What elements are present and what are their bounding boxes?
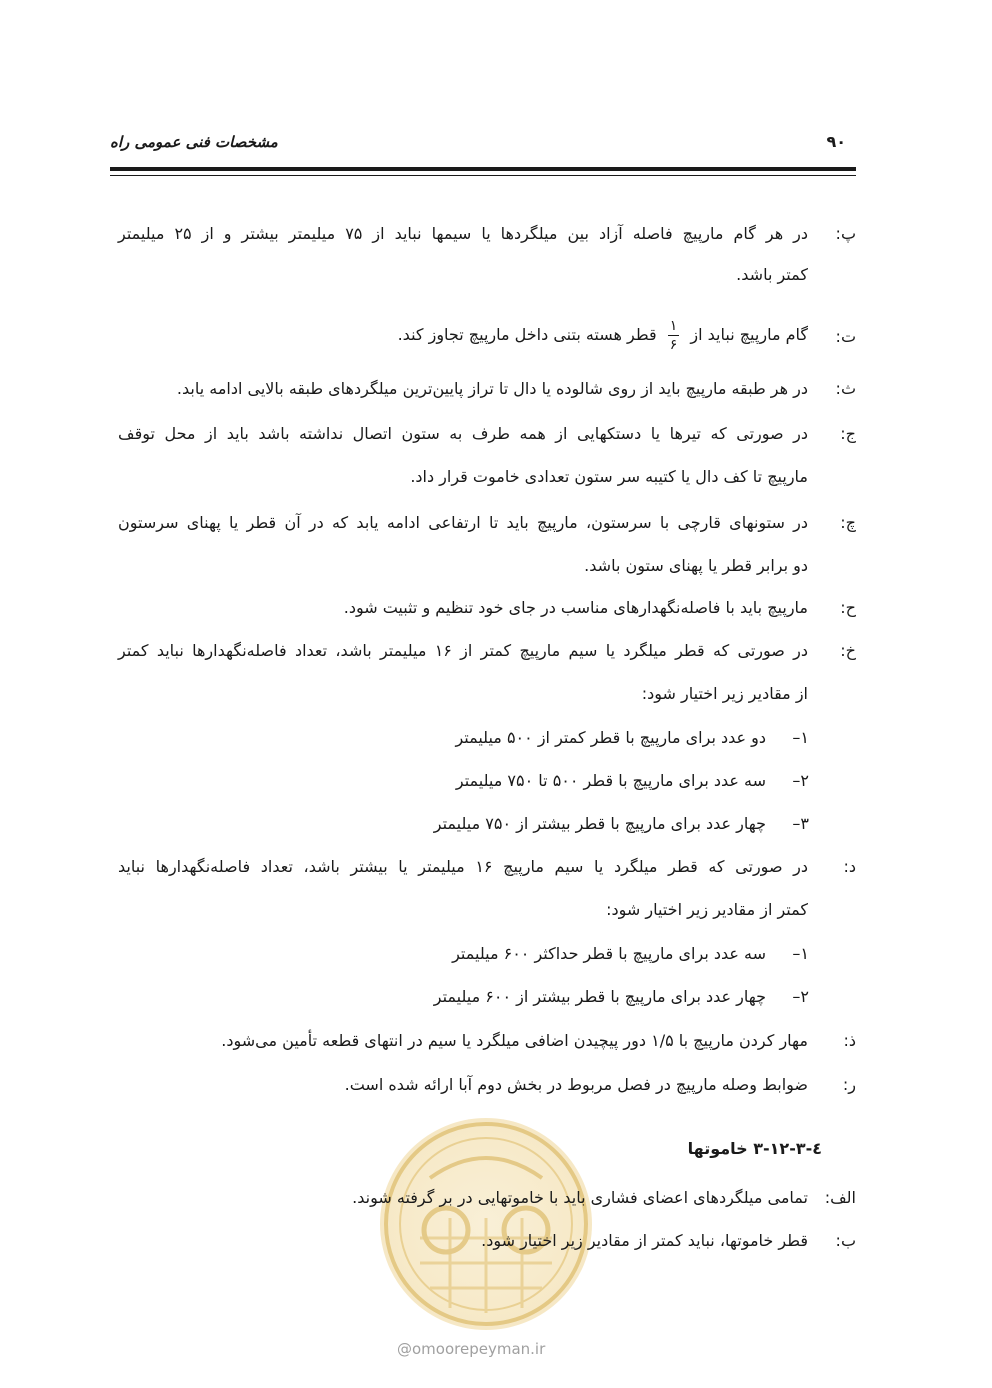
item-line: در صورتی که قطر میلگرد یا سیم مارپیچ ۱۶ میلیمتر یا بیشتر باشد، تعداد فاصله‌نگهدارها نباید	[118, 857, 809, 876]
item-marker: ر:	[842, 1075, 856, 1094]
item-line: در هر طبقه مارپیچ باید از روی شالوده یا دال تا تراز پایین‌ترین میلگردهای طبقه بالایی ادامه یابد.	[176, 379, 808, 398]
item-line: مارپیچ باید با فاصله‌نگهدارهای مناسب در جای خود تنظیم و تثبیت شود.	[343, 598, 808, 617]
subitem-number: ۱–	[792, 944, 809, 963]
watermark-url: @omoorepeyman.ir	[397, 1340, 546, 1358]
item-marker: ج:	[840, 424, 856, 443]
item-marker: ث:	[835, 379, 856, 398]
subitem-number: ۱–	[792, 728, 809, 747]
fraction-text-before: گام مارپیچ نباید از	[690, 325, 808, 344]
item-line: قطر خاموتها، نباید کمتر از مقادیر زیر اختیار شود.	[481, 1231, 808, 1250]
item-line: کمتر باشد.	[736, 265, 808, 284]
item-marker: پ:	[835, 224, 856, 243]
item-line: در ستونهای قارچی با سرستون، مارپیچ باید تا ارتفاعی ادامه یابد که در آن قطر یا پهنای سرستون	[118, 513, 808, 532]
item-marker: چ:	[840, 513, 856, 532]
running-header-title: مشخصات فنی عمومی راه	[110, 133, 278, 151]
item-marker: خ:	[840, 641, 856, 660]
item-marker: د:	[843, 857, 856, 876]
item-line-with-fraction	[398, 310, 808, 360]
item-line: از مقادیر زیر اختیار شود:	[641, 684, 808, 703]
item-line: مهار کردن مارپیچ با ۱/۵ دور پیچیدن اضافی میلگرد یا سیم در انتهای قطعه تأمین می‌شود.	[221, 1031, 808, 1050]
item-line: مارپیچ تا کف دال یا کتیبه سر ستون تعدادی خاموت قرار داد.	[410, 467, 808, 486]
page-number: ۹۰	[826, 132, 846, 151]
watermark-logo-icon	[380, 1118, 592, 1330]
subitem-text: چهار عدد برای مارپیچ با قطر بیشتر از ۷۵۰ میلیمتر	[433, 814, 766, 833]
item-line: کمتر از مقادیر زیر اختیار شود:	[606, 900, 808, 919]
item-marker: ب:	[835, 1231, 856, 1250]
subitem-number: ۲–	[792, 987, 809, 1006]
subitem-text: دو عدد برای مارپیچ با قطر کمتر از ۵۰۰ میلیمتر	[455, 728, 766, 747]
item-line: در صورتی که تیرها یا دستکهایی از همه طرف به ستون اتصال نداشته باشد باید از محل توقف	[118, 424, 808, 443]
item-marker: الف:	[824, 1188, 856, 1207]
subitem-number: ۳–	[792, 814, 809, 833]
fraction-numerator: ۱	[669, 318, 678, 334]
subitem-number: ۲–	[792, 771, 809, 790]
item-line: ضوابط وصله مارپیچ در فصل مربوط در بخش دوم آبا ارائه شده است.	[344, 1075, 808, 1094]
header-rule-thin	[110, 175, 856, 176]
fraction-one-sixth	[668, 319, 680, 352]
subitem-text: چهار عدد برای مارپیچ با قطر بیشتر از ۶۰۰ میلیمتر	[433, 987, 766, 1006]
item-line: تمامی میلگردهای اعضای فشاری باید با خاموتهایی در بر گرفته شوند.	[352, 1188, 808, 1207]
item-line: در هر گام مارپیچ فاصله آزاد بین میلگردها یا سیمها نباید از ۷۵ میلیمتر بیشتر و از ۲۵ میلیمتر	[118, 224, 808, 243]
item-marker: ذ:	[843, 1031, 856, 1050]
item-marker: ت:	[835, 327, 856, 346]
header-rule-thick	[110, 167, 856, 171]
subitem-text: سه عدد برای مارپیچ با قطر ۵۰۰ تا ۷۵۰ میلیمتر	[455, 771, 766, 790]
item-line: در صورتی که قطر میلگرد یا سیم مارپیچ کمتر از ۱۶ میلیمتر باشد، تعداد فاصله‌نگهدارها نباید کمتر	[118, 641, 808, 660]
subitem-text: سه عدد برای مارپیچ با قطر حداکثر ۶۰۰ میلیمتر	[452, 944, 766, 963]
fraction-text-after: قطر هسته بتنی داخل مارپیچ تجاوز کند.	[397, 325, 657, 344]
item-marker: ح:	[840, 598, 856, 617]
fraction-denominator: ۶	[669, 337, 678, 353]
section-heading: ٤-٣-١٢-٣ خاموتها	[687, 1139, 822, 1158]
item-line: دو برابر قطر یا پهنای ستون باشد.	[584, 556, 808, 575]
